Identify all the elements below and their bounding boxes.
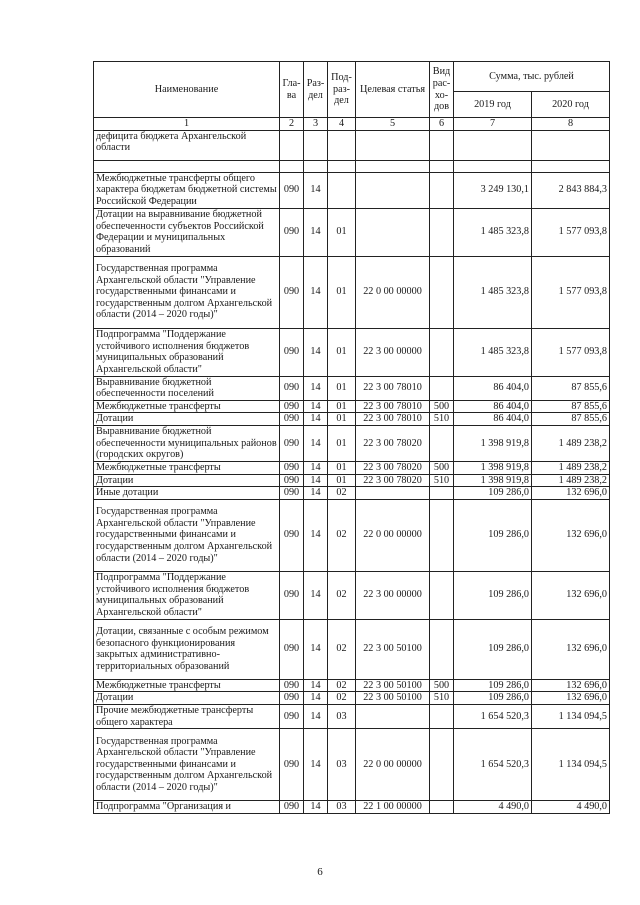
cell-sum-2019: 1 398 919,8 bbox=[454, 474, 532, 487]
cell-sum-2020: 87 855,6 bbox=[532, 400, 610, 413]
cell-exp-type bbox=[430, 487, 454, 500]
cell-subsection bbox=[328, 130, 356, 160]
cell-section: 14 bbox=[304, 256, 328, 328]
cell-target bbox=[356, 208, 430, 256]
cell-subsection: 01 bbox=[328, 400, 356, 413]
header-year-2019: 2019 год bbox=[454, 92, 532, 118]
cell-exp-type bbox=[430, 729, 454, 801]
cell-chapter: 090 bbox=[280, 704, 304, 728]
table-row bbox=[94, 160, 610, 172]
cell-sum-2020: 4 490,0 bbox=[532, 801, 610, 814]
cell-sum-2020: 1 489 238,2 bbox=[532, 461, 610, 474]
cell-name: Государственная программа Архангельской области "Управление государственными финансами и государственным долгом Архангельской области (2014 – 2020 годы)" bbox=[94, 256, 280, 328]
cell-name: Дотации на выравнивание бюджетной обеспеченности субъектов Российской Федерации и муниципальных образований bbox=[94, 208, 280, 256]
cell-subsection: 03 bbox=[328, 801, 356, 814]
cell-name: Дотации bbox=[94, 413, 280, 426]
cell-name: Государственная программа Архангельской области "Управление государственными финансами и государственным долгом Архангельской области (2014 – 2020 годы)" bbox=[94, 499, 280, 571]
cell-target: 22 3 00 50100 bbox=[356, 679, 430, 692]
col-index: 4 bbox=[328, 118, 356, 131]
table-row bbox=[94, 704, 610, 728]
cell-sum-2019: 109 286,0 bbox=[454, 499, 532, 571]
cell-target: 22 3 00 00000 bbox=[356, 328, 430, 376]
cell-section: 14 bbox=[304, 376, 328, 400]
cell-target: 22 3 00 50100 bbox=[356, 619, 430, 679]
cell-subsection: 02 bbox=[328, 692, 356, 705]
cell-sum-2019: 4 490,0 bbox=[454, 801, 532, 814]
cell-sum-2020: 132 696,0 bbox=[532, 619, 610, 679]
cell-exp-type bbox=[430, 425, 454, 461]
cell-subsection: 01 bbox=[328, 461, 356, 474]
cell-name: Прочие межбюджетные трансферты общего характера bbox=[94, 704, 280, 728]
cell-target: 22 3 00 78020 bbox=[356, 425, 430, 461]
table-row bbox=[94, 208, 610, 256]
cell-subsection: 01 bbox=[328, 328, 356, 376]
cell-exp-type bbox=[430, 704, 454, 728]
cell-sum-2020: 132 696,0 bbox=[532, 679, 610, 692]
cell-subsection bbox=[328, 160, 356, 172]
cell-sum-2020: 1 577 093,8 bbox=[532, 208, 610, 256]
cell-target bbox=[356, 172, 430, 208]
cell-chapter: 090 bbox=[280, 208, 304, 256]
cell-chapter: 090 bbox=[280, 413, 304, 426]
cell-chapter: 090 bbox=[280, 692, 304, 705]
cell-sum-2020: 87 855,6 bbox=[532, 413, 610, 426]
cell-sum-2020: 2 843 884,3 bbox=[532, 172, 610, 208]
header-target: Целевая статья bbox=[356, 62, 430, 118]
cell-sum-2020: 132 696,0 bbox=[532, 571, 610, 619]
cell-chapter: 090 bbox=[280, 571, 304, 619]
cell-section: 14 bbox=[304, 679, 328, 692]
cell-name: Дотации bbox=[94, 692, 280, 705]
cell-chapter: 090 bbox=[280, 172, 304, 208]
cell-target: 22 3 00 78020 bbox=[356, 461, 430, 474]
cell-name: Подпрограмма "Организация и bbox=[94, 801, 280, 814]
cell-chapter: 090 bbox=[280, 619, 304, 679]
table-row bbox=[94, 619, 610, 679]
cell-sum-2019: 1 654 520,3 bbox=[454, 729, 532, 801]
cell-exp-type bbox=[430, 160, 454, 172]
cell-name: Иные дотации bbox=[94, 487, 280, 500]
table-row bbox=[94, 172, 610, 208]
cell-target bbox=[356, 130, 430, 160]
cell-chapter: 090 bbox=[280, 499, 304, 571]
cell-sum-2019 bbox=[454, 130, 532, 160]
cell-target: 22 0 00 00000 bbox=[356, 256, 430, 328]
cell-section: 14 bbox=[304, 328, 328, 376]
cell-chapter: 090 bbox=[280, 729, 304, 801]
cell-section: 14 bbox=[304, 801, 328, 814]
cell-sum-2019: 1 398 919,8 bbox=[454, 425, 532, 461]
cell-target: 22 3 00 00000 bbox=[356, 571, 430, 619]
cell-sum-2020 bbox=[532, 130, 610, 160]
cell-sum-2019 bbox=[454, 160, 532, 172]
cell-sum-2020: 132 696,0 bbox=[532, 499, 610, 571]
cell-sum-2020: 1 134 094,5 bbox=[532, 704, 610, 728]
cell-name: Выравнивание бюджетной обеспеченности муниципальных районов (городских округов) bbox=[94, 425, 280, 461]
cell-section: 14 bbox=[304, 461, 328, 474]
cell-exp-type bbox=[430, 499, 454, 571]
cell-subsection: 02 bbox=[328, 499, 356, 571]
cell-sum-2019: 1 485 323,8 bbox=[454, 208, 532, 256]
cell-name: Выравнивание бюджетной обеспеченности поселений bbox=[94, 376, 280, 400]
table-row bbox=[94, 328, 610, 376]
table-row bbox=[94, 400, 610, 413]
cell-section: 14 bbox=[304, 425, 328, 461]
cell-section: 14 bbox=[304, 474, 328, 487]
cell-exp-type bbox=[430, 256, 454, 328]
table-row bbox=[94, 571, 610, 619]
cell-subsection: 01 bbox=[328, 474, 356, 487]
table-row bbox=[94, 474, 610, 487]
header-sum: Сумма, тыс. рублей bbox=[454, 62, 610, 92]
cell-target bbox=[356, 487, 430, 500]
col-index: 8 bbox=[532, 118, 610, 131]
column-index-row bbox=[94, 118, 610, 131]
cell-name bbox=[94, 160, 280, 172]
cell-subsection: 02 bbox=[328, 619, 356, 679]
cell-section: 14 bbox=[304, 571, 328, 619]
table-row bbox=[94, 256, 610, 328]
cell-sum-2019: 3 249 130,1 bbox=[454, 172, 532, 208]
cell-sum-2019: 109 286,0 bbox=[454, 571, 532, 619]
cell-target: 22 0 00 00000 bbox=[356, 729, 430, 801]
cell-sum-2019: 109 286,0 bbox=[454, 679, 532, 692]
page-number: 6 bbox=[317, 866, 323, 878]
cell-sum-2019: 109 286,0 bbox=[454, 692, 532, 705]
cell-sum-2020: 132 696,0 bbox=[532, 692, 610, 705]
cell-section: 14 bbox=[304, 704, 328, 728]
cell-sum-2019: 86 404,0 bbox=[454, 413, 532, 426]
cell-subsection: 01 bbox=[328, 413, 356, 426]
cell-name: Межбюджетные трансферты общего характера бюджетам бюджетной системы Российской Федерации bbox=[94, 172, 280, 208]
header-name: Наименование bbox=[94, 62, 280, 118]
cell-name: дефицита бюджета Архангельской области bbox=[94, 130, 280, 160]
table-header bbox=[94, 62, 610, 131]
table-row bbox=[94, 692, 610, 705]
cell-chapter: 090 bbox=[280, 425, 304, 461]
cell-chapter: 090 bbox=[280, 461, 304, 474]
cell-exp-type bbox=[430, 130, 454, 160]
header-section: Раз-дел bbox=[304, 62, 328, 118]
table-row bbox=[94, 376, 610, 400]
cell-section bbox=[304, 130, 328, 160]
cell-sum-2020: 132 696,0 bbox=[532, 487, 610, 500]
cell-name: Дотации bbox=[94, 474, 280, 487]
table-row bbox=[94, 729, 610, 801]
cell-exp-type: 500 bbox=[430, 400, 454, 413]
cell-target: 22 1 00 00000 bbox=[356, 801, 430, 814]
cell-sum-2020: 1 489 238,2 bbox=[532, 425, 610, 461]
cell-sum-2020: 1 489 238,2 bbox=[532, 474, 610, 487]
cell-chapter: 090 bbox=[280, 328, 304, 376]
cell-sum-2019: 1 654 520,3 bbox=[454, 704, 532, 728]
cell-section: 14 bbox=[304, 692, 328, 705]
budget-table bbox=[93, 61, 610, 814]
cell-section: 14 bbox=[304, 172, 328, 208]
cell-section: 14 bbox=[304, 487, 328, 500]
cell-exp-type bbox=[430, 376, 454, 400]
col-index: 3 bbox=[304, 118, 328, 131]
cell-section: 14 bbox=[304, 499, 328, 571]
cell-target: 22 3 00 78020 bbox=[356, 474, 430, 487]
cell-subsection: 01 bbox=[328, 376, 356, 400]
table-row bbox=[94, 801, 610, 814]
cell-sum-2019: 109 286,0 bbox=[454, 619, 532, 679]
table-row bbox=[94, 487, 610, 500]
cell-sum-2020: 1 577 093,8 bbox=[532, 328, 610, 376]
col-index: 1 bbox=[94, 118, 280, 131]
cell-target: 22 3 00 78010 bbox=[356, 376, 430, 400]
cell-chapter bbox=[280, 130, 304, 160]
cell-sum-2019: 86 404,0 bbox=[454, 400, 532, 413]
cell-subsection: 03 bbox=[328, 704, 356, 728]
cell-subsection: 02 bbox=[328, 571, 356, 619]
cell-chapter: 090 bbox=[280, 256, 304, 328]
cell-section: 14 bbox=[304, 400, 328, 413]
cell-name: Межбюджетные трансферты bbox=[94, 461, 280, 474]
cell-exp-type: 510 bbox=[430, 692, 454, 705]
table-body bbox=[94, 130, 610, 813]
cell-subsection: 03 bbox=[328, 729, 356, 801]
cell-sum-2020: 1 134 094,5 bbox=[532, 729, 610, 801]
cell-exp-type: 510 bbox=[430, 413, 454, 426]
col-index: 2 bbox=[280, 118, 304, 131]
cell-exp-type bbox=[430, 328, 454, 376]
cell-exp-type bbox=[430, 571, 454, 619]
cell-name: Подпрограмма "Поддержание устойчивого исполнения бюджетов муниципальных образований Архангельской области" bbox=[94, 328, 280, 376]
cell-exp-type: 500 bbox=[430, 679, 454, 692]
cell-chapter: 090 bbox=[280, 679, 304, 692]
cell-subsection bbox=[328, 172, 356, 208]
cell-subsection: 01 bbox=[328, 425, 356, 461]
cell-section: 14 bbox=[304, 413, 328, 426]
cell-chapter: 090 bbox=[280, 801, 304, 814]
cell-exp-type bbox=[430, 172, 454, 208]
cell-target: 22 3 00 78010 bbox=[356, 400, 430, 413]
cell-section bbox=[304, 160, 328, 172]
header-subsection: Под-раз-дел bbox=[328, 62, 356, 118]
cell-target: 22 3 00 50100 bbox=[356, 692, 430, 705]
cell-target: 22 3 00 78010 bbox=[356, 413, 430, 426]
cell-exp-type bbox=[430, 619, 454, 679]
cell-target: 22 0 00 00000 bbox=[356, 499, 430, 571]
cell-chapter: 090 bbox=[280, 376, 304, 400]
cell-section: 14 bbox=[304, 729, 328, 801]
cell-subsection: 02 bbox=[328, 679, 356, 692]
table-row bbox=[94, 413, 610, 426]
cell-exp-type: 500 bbox=[430, 461, 454, 474]
cell-subsection: 01 bbox=[328, 208, 356, 256]
header-chapter: Гла-ва bbox=[280, 62, 304, 118]
cell-target bbox=[356, 704, 430, 728]
header-exp-type: Вид рас-хо-дов bbox=[430, 62, 454, 118]
cell-name: Подпрограмма "Поддержание устойчивого исполнения бюджетов муниципальных образований Архангельской области" bbox=[94, 571, 280, 619]
cell-name: Межбюджетные трансферты bbox=[94, 679, 280, 692]
cell-sum-2020 bbox=[532, 160, 610, 172]
col-index: 7 bbox=[454, 118, 532, 131]
cell-sum-2019: 1 398 919,8 bbox=[454, 461, 532, 474]
col-index: 6 bbox=[430, 118, 454, 131]
table-row bbox=[94, 461, 610, 474]
cell-chapter: 090 bbox=[280, 487, 304, 500]
cell-exp-type: 510 bbox=[430, 474, 454, 487]
cell-section: 14 bbox=[304, 208, 328, 256]
cell-exp-type bbox=[430, 208, 454, 256]
cell-subsection: 01 bbox=[328, 256, 356, 328]
cell-name: Межбюджетные трансферты bbox=[94, 400, 280, 413]
cell-sum-2019: 1 485 323,8 bbox=[454, 256, 532, 328]
cell-sum-2019: 86 404,0 bbox=[454, 376, 532, 400]
cell-exp-type bbox=[430, 801, 454, 814]
table-row bbox=[94, 499, 610, 571]
cell-name: Государственная программа Архангельской области "Управление государственными финансами и государственным долгом Архангельской области (2014 – 2020 годы)" bbox=[94, 729, 280, 801]
cell-sum-2020: 1 577 093,8 bbox=[532, 256, 610, 328]
cell-chapter: 090 bbox=[280, 474, 304, 487]
cell-chapter bbox=[280, 160, 304, 172]
table-row bbox=[94, 425, 610, 461]
col-index: 5 bbox=[356, 118, 430, 131]
table-row bbox=[94, 679, 610, 692]
cell-section: 14 bbox=[304, 619, 328, 679]
cell-name: Дотации, связанные с особым режимом безопасного функционирования закрытых административно-территориальных образований bbox=[94, 619, 280, 679]
cell-sum-2019: 1 485 323,8 bbox=[454, 328, 532, 376]
cell-chapter: 090 bbox=[280, 400, 304, 413]
cell-target bbox=[356, 160, 430, 172]
table-row bbox=[94, 130, 610, 160]
header-year-2020: 2020 год bbox=[532, 92, 610, 118]
cell-subsection: 02 bbox=[328, 487, 356, 500]
cell-sum-2019: 109 286,0 bbox=[454, 487, 532, 500]
cell-sum-2020: 87 855,6 bbox=[532, 376, 610, 400]
